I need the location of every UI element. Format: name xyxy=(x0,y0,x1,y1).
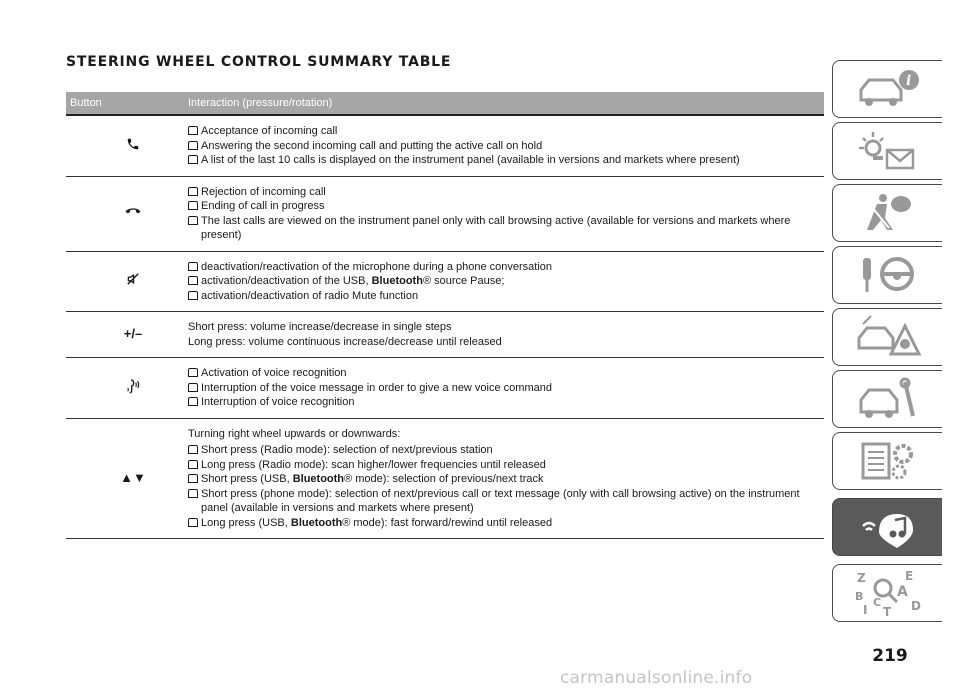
tab-index[interactable] xyxy=(832,564,942,622)
warning-lights-icon xyxy=(853,128,923,174)
phone-hangup-icon xyxy=(125,206,141,216)
bullet-icon xyxy=(188,460,198,469)
tab-maintenance[interactable] xyxy=(832,370,942,428)
multimedia-icon xyxy=(853,504,923,550)
phone-accept-icon xyxy=(126,137,140,151)
bullet-icon xyxy=(188,383,198,392)
technical-data-icon xyxy=(853,438,923,484)
table-row xyxy=(66,115,824,176)
svg-text:D: D xyxy=(910,599,921,613)
bullet-icon xyxy=(188,262,198,271)
car-info-icon xyxy=(853,66,923,112)
bullet-icon xyxy=(188,518,198,527)
key-steering-icon xyxy=(853,252,923,298)
text-line: Turning right wheel upwards or downwards: xyxy=(188,427,401,440)
list-item: activation/deactivation of the USB, Bluetooth® source Pause; xyxy=(188,274,820,289)
interaction-cell xyxy=(184,312,824,358)
bullet-icon xyxy=(188,201,198,210)
interaction-cell xyxy=(184,115,824,176)
list-item: Acceptance of incoming call xyxy=(188,124,820,139)
tab-technical-data[interactable] xyxy=(832,432,942,490)
list-item: deactivation/reactivation of the microphone during a phone conversation xyxy=(188,260,820,275)
svg-text:E: E xyxy=(904,570,913,583)
button-cell xyxy=(66,251,184,312)
list-item: Long press (Radio mode): scan higher/lower frequencies until released xyxy=(188,458,820,473)
bullet-icon xyxy=(188,291,198,300)
interaction-cell xyxy=(184,251,824,312)
header-button: Button xyxy=(66,92,184,115)
svg-text:C: C xyxy=(872,596,881,609)
tab-key-steering[interactable] xyxy=(832,246,942,304)
interaction-cell xyxy=(184,418,824,539)
bullet-icon xyxy=(188,187,198,196)
list-item: Answering the second incoming call and putting the active call on hold xyxy=(188,139,820,154)
tab-safety[interactable] xyxy=(832,184,942,242)
watermark: carmanualsonline.info xyxy=(560,668,753,688)
button-cell xyxy=(66,418,184,539)
svg-text:A: A xyxy=(896,584,908,600)
svg-text:T: T xyxy=(882,605,891,616)
svg-text:I: I xyxy=(862,603,867,616)
text-line: Short press: volume increase/decrease in single steps xyxy=(188,321,452,333)
table-header-row xyxy=(66,92,824,115)
list-item: Short press (phone mode): selection of next/previous call or text message (only with call browsing active) on the instrument panel (available in versions and markets where present) xyxy=(188,487,820,516)
list-item: Long press (USB, Bluetooth® mode): fast forward/rewind until released xyxy=(188,516,820,531)
list-item: Ending of call in progress xyxy=(188,199,820,214)
bullet-icon xyxy=(188,141,198,150)
button-cell xyxy=(66,115,184,176)
svg-text:B: B xyxy=(854,590,863,603)
interaction-cell xyxy=(184,358,824,419)
bullet-icon xyxy=(188,368,198,377)
tab-emergency[interactable] xyxy=(832,308,942,366)
bullet-icon xyxy=(188,445,198,454)
list-item: The last calls are viewed on the instrument panel only with call browsing active (available for versions and markets where present) xyxy=(188,214,820,243)
header-interaction: Interaction (pressure/rotation) xyxy=(184,92,824,115)
scroll-wheel-label: ▲▼ xyxy=(120,469,146,485)
list-item: A list of the last 10 calls is displayed on the instrument panel (available in versions and markets where present) xyxy=(188,153,820,168)
control-summary-table xyxy=(66,92,824,539)
volume-button-label: +/– xyxy=(123,325,143,341)
maintenance-icon xyxy=(853,376,923,422)
table-row xyxy=(66,176,824,251)
bullet-icon xyxy=(188,489,198,498)
bullet-icon xyxy=(188,474,198,483)
page-number: 219 xyxy=(872,646,908,666)
svg-text:i: i xyxy=(905,73,911,89)
list-item: Interruption of voice recognition xyxy=(188,395,820,410)
list-item: Activation of voice recognition xyxy=(188,366,820,381)
list-item: Interruption of the voice message in order to give a new voice command xyxy=(188,381,820,396)
table-row xyxy=(66,358,824,419)
text-line: Long press: volume continuous increase/decrease until released xyxy=(188,335,502,348)
tab-car-info[interactable] xyxy=(832,60,942,118)
button-cell xyxy=(66,176,184,251)
bullet-icon xyxy=(188,126,198,135)
table-row xyxy=(66,418,824,539)
tab-warning-lights[interactable] xyxy=(832,122,942,180)
button-cell xyxy=(66,358,184,419)
page-title: STEERING WHEEL CONTROL SUMMARY TABLE xyxy=(66,54,452,70)
button-cell xyxy=(66,312,184,358)
mute-icon xyxy=(126,271,140,287)
table-row xyxy=(66,251,824,312)
table-row xyxy=(66,312,824,358)
voice-recognition-icon xyxy=(125,377,141,395)
index-icon xyxy=(853,570,923,616)
bullet-icon xyxy=(188,397,198,406)
bullet-icon xyxy=(188,155,198,164)
interaction-cell xyxy=(184,176,824,251)
list-item: Short press (Radio mode): selection of next/previous station xyxy=(188,443,820,458)
list-item: Rejection of incoming call xyxy=(188,185,820,200)
bullet-icon xyxy=(188,276,198,285)
airbag-safety-icon xyxy=(853,190,923,236)
list-item: Short press (USB, Bluetooth® mode): selection of previous/next track xyxy=(188,472,820,487)
list-item: activation/deactivation of radio Mute function xyxy=(188,289,820,304)
bullet-icon xyxy=(188,216,198,225)
emergency-icon xyxy=(853,314,923,360)
svg-text:Z: Z xyxy=(856,571,866,585)
tab-multimedia[interactable] xyxy=(832,498,942,556)
